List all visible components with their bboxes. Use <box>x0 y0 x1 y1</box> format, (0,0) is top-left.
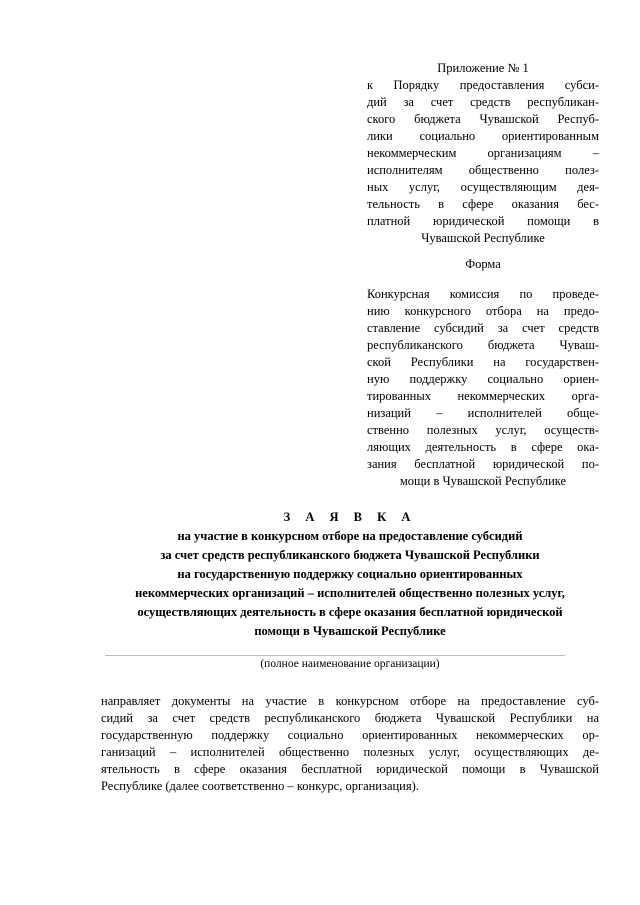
application-heading <box>100 508 600 641</box>
body-line: сидий за счет средств республиканского бюджета Чувашской Республики на <box>101 711 599 725</box>
appendix-title: Приложение № 1 <box>437 61 529 75</box>
commission-line: тированных некоммерческих орга- <box>367 389 599 403</box>
appendix-line: лики социально ориентированным <box>367 129 599 143</box>
appendix-line: некоммерческим организациям – <box>367 146 599 160</box>
appendix-line: дий за счет средств республикан- <box>367 95 599 109</box>
commission-line: ную поддержку социально ориен- <box>367 372 599 386</box>
appendix-line: ных услуг, осуществляющим дея- <box>367 180 599 194</box>
application-subtitle-line: осуществляющих деятельность в сфере оказания бесплатной юридической <box>137 605 563 619</box>
form-label: Форма <box>465 257 501 271</box>
body-line: ганизаций – исполнителей общественно полезных услуг, осуществляющих де- <box>101 745 599 759</box>
commission-line: низаций – исполнителей обще- <box>367 406 599 420</box>
appendix-line: к Порядку предоставления субси- <box>367 78 599 92</box>
commission-line: зания бесплатной юридической по- <box>367 457 599 471</box>
application-subtitle-line: за счет средств республиканского бюджета Чувашской Республики <box>160 548 540 562</box>
body-line: государственную поддержку социально ориентированных некоммерческих ор- <box>101 728 599 742</box>
appendix-block <box>367 60 599 247</box>
application-subtitle-line: помощи в Чувашской Республике <box>254 624 446 638</box>
body-line: Республике (далее соответственно – конкурс, организация). <box>101 779 419 793</box>
appendix-line: тельность в сфере оказания бес- <box>367 197 599 211</box>
application-subtitle-line: на участие в конкурсном отборе на предоставление субсидий <box>177 529 523 543</box>
organization-name-field[interactable] <box>105 655 565 656</box>
commission-line: ственно полезных услуг, осуществ- <box>367 423 599 437</box>
commission-line: Конкурсная комиссия по проведе- <box>367 287 599 301</box>
commission-line: ской Республики на государствен- <box>367 355 599 369</box>
commission-line: мощи в Чувашской Республике <box>399 474 567 488</box>
application-subtitle-line: на государственную поддержку социально ориентированных <box>177 567 523 581</box>
commission-line: республиканского бюджета Чуваш- <box>367 338 599 352</box>
application-title: З А Я В К А <box>283 510 417 524</box>
appendix-line: платной юридической помощи в <box>367 214 599 228</box>
commission-line: ляющих деятельность в сфере ока- <box>367 440 599 454</box>
organization-name-caption: (полное наименование организации) <box>260 658 440 670</box>
application-subtitle-line: некоммерческих организаций – исполнителей общественно полезных услуг, <box>135 586 565 600</box>
commission-addressee <box>367 286 599 490</box>
body-paragraph <box>101 693 599 795</box>
commission-line: ставление субсидий за счет средств <box>367 321 599 335</box>
body-line: направляет документы на участие в конкурсном отборе на предоставление суб- <box>101 694 599 708</box>
commission-line: нию конкурсного отбора на предо- <box>367 304 599 318</box>
appendix-line: ского бюджета Чувашской Респуб- <box>367 112 599 126</box>
appendix-line: Чувашской Республике <box>421 231 545 245</box>
body-line: ятельность в сфере оказания бесплатной юридической помощи в Чувашской <box>101 762 599 776</box>
appendix-line: исполнителям общественно полез- <box>367 163 599 177</box>
